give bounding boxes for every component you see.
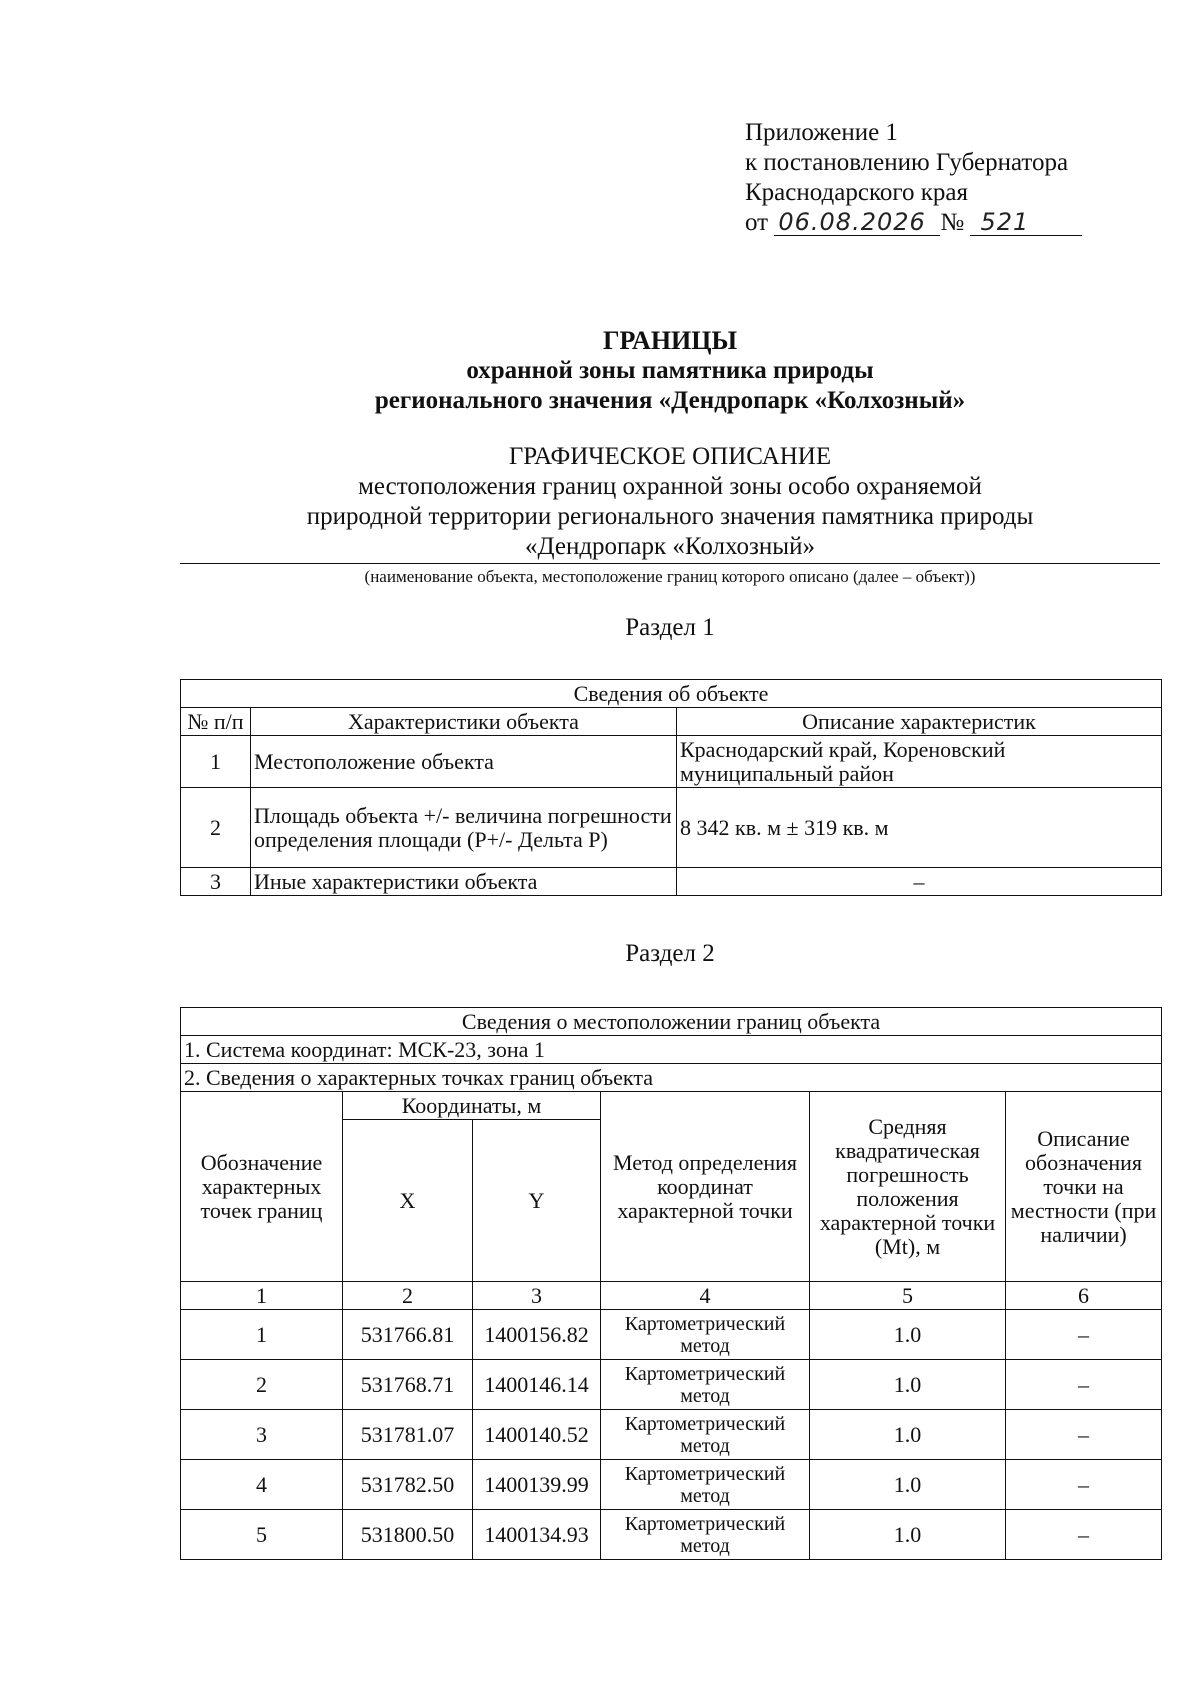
object-info-table [180, 679, 1162, 896]
appendix-line3: Краснодарского края [745, 179, 968, 206]
point-x: 531768.71 [343, 1360, 473, 1410]
row-name: Местоположение объекта [251, 736, 677, 788]
appendix-line1: Приложение 1 [745, 119, 898, 146]
point-desc: – [1006, 1360, 1162, 1410]
header-y: Y [473, 1120, 601, 1282]
header-num: № п/п [181, 708, 251, 736]
col-number: 6 [1006, 1282, 1162, 1310]
point-mt: 1.0 [810, 1460, 1006, 1510]
row-value: Краснодарский край, Кореновский муниципальный район [677, 736, 1162, 788]
description-block [180, 442, 1160, 562]
col-number: 2 [343, 1282, 473, 1310]
point-x: 531781.07 [343, 1410, 473, 1460]
point-y: 1400139.99 [473, 1460, 601, 1510]
point-desc: – [1006, 1310, 1162, 1360]
title-line2: охранной зоны памятника природы [466, 357, 874, 384]
object-info-title: Сведения об объекте [181, 680, 1162, 708]
boundary-table-title: Сведения о местоположении границ объекта [181, 1008, 1162, 1036]
point-method: Картометрический метод [601, 1360, 810, 1410]
point-desc: – [1006, 1510, 1162, 1560]
point-method: Картометрический метод [601, 1460, 810, 1510]
document-title [180, 326, 1160, 416]
point-id: 3 [181, 1410, 343, 1460]
row-num: 2 [181, 788, 251, 868]
header-description: Описание характеристик [677, 708, 1162, 736]
point-method: Картометрический метод [601, 1310, 810, 1360]
point-id: 1 [181, 1310, 343, 1360]
section2-heading: Раздел 2 [625, 940, 715, 967]
point-x: 531782.50 [343, 1460, 473, 1510]
point-y: 1400134.93 [473, 1510, 601, 1560]
handwritten-number: 521 [970, 209, 1082, 236]
title-line3: регионального значения «Дендропарк «Колхозный» [374, 387, 966, 414]
point-mt: 1.0 [810, 1410, 1006, 1460]
table-row [181, 1310, 1162, 1360]
description-caption: (наименование объекта, местоположение границ которого описано (далее – объект)) [364, 567, 976, 586]
point-mt: 1.0 [810, 1360, 1006, 1410]
boundary-points-table [180, 1007, 1162, 1560]
point-id: 5 [181, 1510, 343, 1560]
description-line3: «Дендропарк «Колхозный» [525, 533, 815, 560]
header-x: X [343, 1120, 473, 1282]
point-x: 531766.81 [343, 1310, 473, 1360]
point-desc: – [1006, 1460, 1162, 1510]
point-id: 2 [181, 1360, 343, 1410]
coord-system: 1. Система координат: МСК-23, зона 1 [181, 1036, 1162, 1064]
table-row [181, 1460, 1162, 1510]
row-value: 8 342 кв. м ± 319 кв. м [677, 788, 1162, 868]
table-row [181, 868, 1162, 896]
point-method: Картометрический метод [601, 1510, 810, 1560]
header-error: Средняя квадратическая погрешность положения характерной точки (Mt), м [810, 1092, 1006, 1282]
col-number: 3 [473, 1282, 601, 1310]
appendix-header [745, 118, 1082, 238]
object-info-header-row [181, 708, 1162, 736]
table-row [181, 736, 1162, 788]
point-method: Картометрический метод [601, 1410, 810, 1460]
table-row [181, 1410, 1162, 1460]
section1-heading: Раздел 1 [625, 614, 715, 641]
point-y: 1400140.52 [473, 1410, 601, 1460]
point-mt: 1.0 [810, 1310, 1006, 1360]
description-line2: природной территории регионального значения памятника природы [306, 503, 1034, 530]
col-number: 1 [181, 1282, 343, 1310]
table-row [181, 788, 1162, 868]
point-mt: 1.0 [810, 1510, 1006, 1560]
header-point-description: Описание обозначения точки на местности (при наличии) [1006, 1092, 1162, 1282]
date-prefix: от [745, 209, 769, 236]
col-number: 4 [601, 1282, 810, 1310]
column-number-row [181, 1282, 1162, 1310]
point-y: 1400146.14 [473, 1360, 601, 1410]
row-num: 1 [181, 736, 251, 788]
point-desc: – [1006, 1410, 1162, 1460]
row-value: – [677, 868, 1162, 896]
point-id: 4 [181, 1460, 343, 1510]
header-coords: Координаты, м [343, 1092, 601, 1120]
col-number: 5 [810, 1282, 1006, 1310]
handwritten-date: 06.08.2026 [774, 209, 940, 236]
point-y: 1400156.82 [473, 1310, 601, 1360]
number-prefix: № [940, 209, 965, 236]
description-line1: местоположения границ охранной зоны особо охраняемой [358, 473, 982, 500]
appendix-date-line [745, 208, 1082, 238]
title-main: ГРАНИЦЫ [602, 326, 738, 355]
header-characteristic: Характеристики объекта [251, 708, 677, 736]
description-underline [180, 563, 1160, 564]
row-name: Иные характеристики объекта [251, 868, 677, 896]
header-method: Метод определения координат характерной точки [601, 1092, 810, 1282]
description-heading: ГРАФИЧЕСКОЕ ОПИСАНИЕ [508, 443, 832, 470]
row-name: Площадь объекта +/- величина погрешности определения площади (Р+/- Дельта Р) [251, 788, 677, 868]
point-x: 531800.50 [343, 1510, 473, 1560]
table-row [181, 1360, 1162, 1410]
appendix-line2: к постановлению Губернатора [745, 149, 1069, 176]
points-title: 2. Сведения о характерных точках границ объекта [181, 1064, 1162, 1092]
header-designation: Обозначение характерных точек границ [181, 1092, 343, 1282]
row-num: 3 [181, 868, 251, 896]
table-row [181, 1510, 1162, 1560]
